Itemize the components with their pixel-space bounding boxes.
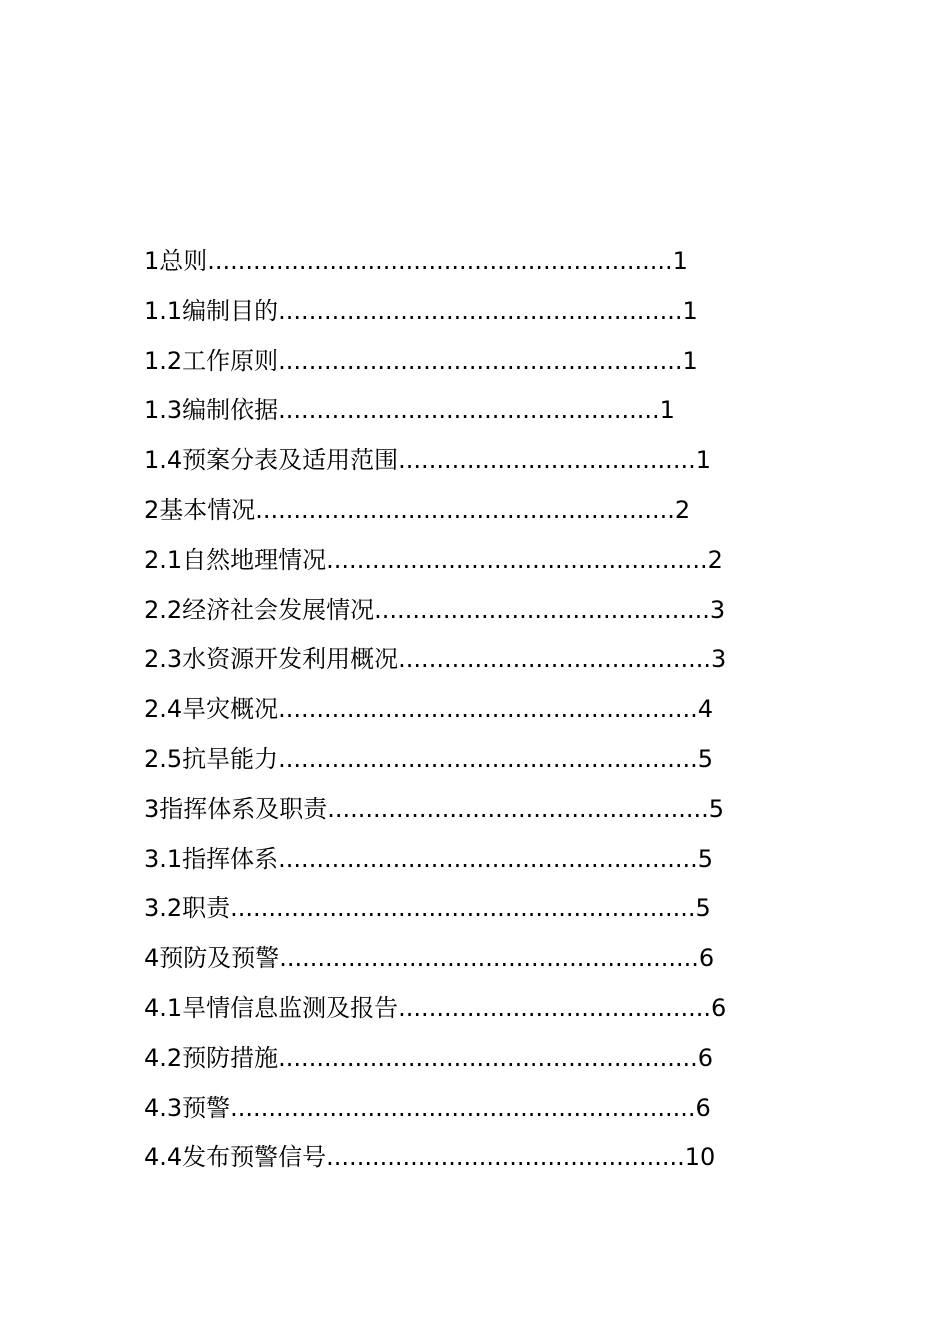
toc-entry-leader: ....................................................... [255,495,675,524]
toc-entry-number: 4.1 [144,993,183,1022]
toc-entry-page: 5 [697,744,714,773]
toc-entry-number: 4.2 [144,1043,183,1072]
toc-entry-number: 3 [144,794,160,823]
toc-entry[interactable] [144,839,726,889]
toc-entry-page: 1 [695,446,711,475]
toc-entry-page: 5 [695,894,711,923]
toc-entry-page: 5 [708,794,725,823]
toc-entry-title: 预防措施 [182,1043,279,1072]
toc-entry[interactable] [144,938,726,988]
toc-entry-number: 2.3 [144,645,183,674]
toc-entry-leader: ............................................................. [230,1093,696,1122]
toc-entry-leader: ............................................................. [230,894,696,923]
toc-entry[interactable] [144,988,726,1038]
toc-entry-leader: ....................................... [398,446,696,475]
toc-entry-leader: ....................................................... [278,695,698,724]
toc-entry-number: 2.5 [144,744,183,773]
toc-entry-number: 3.2 [144,894,183,923]
toc-entry[interactable] [144,689,726,739]
toc-entry-number: 4 [144,944,160,973]
toc-entry-leader: ............................................................. [207,247,673,275]
toc-entry-page: 1 [659,396,675,425]
toc-entry-title: 职责 [182,894,231,923]
toc-entry-page: 1 [682,346,698,375]
toc-entry[interactable] [144,490,726,540]
toc-entry-page: 6 [710,993,727,1022]
toc-entry-title: 抗旱能力 [182,744,279,773]
toc-entry-page: 1 [672,247,688,275]
toc-entry[interactable] [144,341,726,391]
toc-entry[interactable] [144,291,726,341]
toc-entry-title: 编制目的 [182,296,279,325]
toc-entry-number: 3.1 [144,844,183,873]
toc-entry-number: 2.2 [144,595,183,624]
toc-entry-leader: ............................................ [374,595,710,624]
toc-entry-leader: ....................................................... [278,744,698,773]
toc-entry-number: 1.4 [144,446,183,475]
toc-entry-leader: ..................................................... [278,296,683,325]
table-of-contents [144,241,726,1187]
toc-entry-title: 工作原则 [182,346,279,375]
toc-entry-title: 总则 [159,247,208,275]
toc-entry[interactable] [144,789,726,839]
toc-entry-title: 旱情信息监测及报告 [182,993,399,1022]
toc-entry-title: 预防及预警 [159,944,280,973]
toc-entry-page: 10 [684,1143,716,1172]
toc-entry-number: 2.4 [144,695,183,724]
toc-entry-title: 经济社会发展情况 [182,595,375,624]
toc-entry-title: 预警 [182,1093,231,1122]
toc-entry[interactable] [144,540,726,590]
toc-entry[interactable] [144,1137,726,1187]
toc-entry-leader: ..................................................... [278,346,683,375]
toc-entry[interactable] [144,639,726,689]
toc-entry[interactable] [144,888,726,938]
toc-entry-number: 1.3 [144,396,183,425]
toc-entry-number: 4.4 [144,1143,183,1172]
toc-entry-page: 6 [697,1043,714,1072]
toc-entry-page: 6 [698,944,715,973]
toc-entry-number: 1.2 [144,346,183,375]
toc-entry-leader: .................................................. [327,794,709,823]
toc-entry-leader: ............................................... [326,1143,685,1172]
toc-entry-page: 3 [710,645,727,674]
toc-entry[interactable] [144,1088,726,1138]
toc-entry-title: 发布预警信号 [182,1143,327,1172]
toc-entry-title: 预案分表及适用范围 [182,446,399,475]
toc-entry-leader: ....................................................... [278,1043,698,1072]
toc-entry-number: 2.1 [144,545,183,574]
toc-entry[interactable] [144,590,726,640]
toc-entry-page: 6 [695,1093,711,1122]
toc-entry-page: 2 [674,495,691,524]
toc-entry-number: 4.3 [144,1093,183,1122]
toc-entry-leader: ....................................................... [278,844,698,873]
toc-entry-leader: .................................................. [278,396,660,425]
toc-entry[interactable] [144,241,726,291]
toc-entry[interactable] [144,739,726,789]
toc-entry[interactable] [144,390,726,440]
toc-entry[interactable] [144,1038,726,1088]
toc-entry-leader: ....................................................... [279,944,699,973]
toc-entry-title: 水资源开发利用概况 [182,645,399,674]
toc-entry[interactable] [144,440,726,490]
toc-entry-page: 5 [697,844,714,873]
toc-entry-page: 3 [709,595,726,624]
toc-entry-page: 4 [697,695,714,724]
toc-entry-page: 1 [682,296,698,325]
toc-entry-title: 指挥体系 [182,844,279,873]
toc-entry-number: 1 [144,247,160,275]
toc-entry-title: 基本情况 [159,495,256,524]
toc-entry-title: 指挥体系及职责 [159,794,328,823]
toc-entry-title: 旱灾概况 [182,695,279,724]
toc-entry-leader: ......................................... [398,993,711,1022]
toc-entry-title: 编制依据 [182,396,279,425]
toc-entry-leader: .................................................. [326,545,708,574]
toc-entry-number: 2 [144,495,160,524]
toc-entry-number: 1.1 [144,296,183,325]
toc-entry-leader: ......................................... [398,645,711,674]
toc-entry-title: 自然地理情况 [182,545,327,574]
toc-entry-page: 2 [707,545,723,574]
